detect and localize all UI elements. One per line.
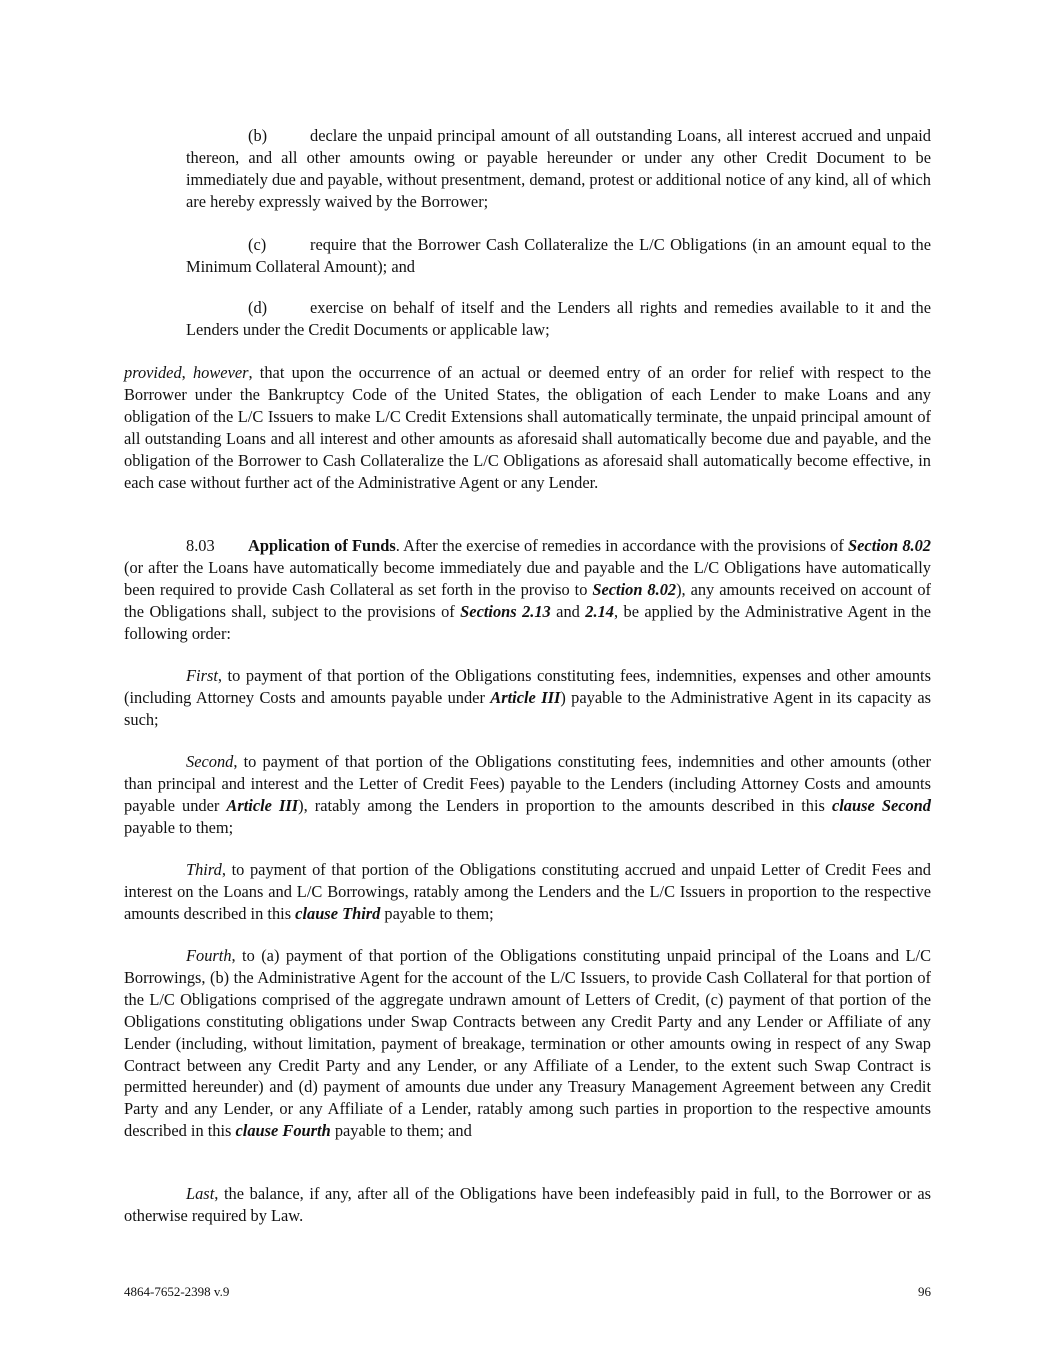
second-ref-1: Article III bbox=[226, 795, 299, 815]
first-lead: First bbox=[186, 666, 218, 685]
first-text-2: ) payable to the Administrative Agent in its capacity as such; bbox=[124, 687, 931, 729]
third-paragraph bbox=[124, 859, 931, 925]
last-text-1: , the balance, if any, after all of the Obligations have been indefeasibly paid in full, to the Borrower or as otherwise required by Law. bbox=[124, 1184, 931, 1225]
proviso-comma: , bbox=[181, 363, 193, 382]
proviso-lead-provided: provided bbox=[124, 363, 182, 382]
fourth-text-2: payable to them; and bbox=[330, 1121, 472, 1141]
second-text-1: , to payment of that portion of the Obligations constituting fees, indemnities and other amounts (other than principal and interest and the Letter of Credit Fees) payable to the Lenders (including Attorney Costs and amounts payable under bbox=[124, 752, 931, 815]
third-lead: Third bbox=[186, 860, 222, 879]
last-lead: Last bbox=[186, 1184, 215, 1203]
proviso-paragraph bbox=[124, 362, 931, 493]
footer-page-number: 96 bbox=[918, 1284, 931, 1299]
clause-b-label: (b) bbox=[248, 126, 268, 145]
clause-d-paragraph bbox=[186, 297, 931, 341]
third-text-2: payable to them; bbox=[380, 903, 494, 923]
section-803-paragraph bbox=[124, 535, 931, 645]
second-text-3: payable to them; bbox=[124, 817, 234, 837]
section-803-ref-4: 2.14 bbox=[585, 601, 614, 621]
first-ref-1: Article III bbox=[490, 687, 561, 707]
clause-d-text: exercise on behalf of itself and the Lenders all rights and remedies available to it and the Lenders under the Credit Documents or applicable law; bbox=[186, 298, 931, 339]
section-803-text-2: (or after the Loans have automatically become immediately due and payable and the L/C Obligations have automatically been required to provide Cash Collateral as set forth in the proviso to bbox=[124, 557, 931, 599]
proviso-lead-however: however bbox=[192, 363, 249, 382]
section-803-text-5: , be applied by the Administrative Agent in the following order: bbox=[124, 601, 931, 643]
last-paragraph bbox=[124, 1183, 931, 1227]
clause-b-text: declare the unpaid principal amount of all outstanding Loans, all interest accrued and unpaid thereon, and all other amounts owing or payable hereunder or under any other Credit Document to be immediately due and payable, without presentment, demand, protest or additional notice of any kind, all of which are hereby expressly waived by the Borrower; bbox=[186, 126, 931, 211]
section-803-ref-2: Section 8.02 bbox=[592, 579, 677, 599]
third-text-1: , to payment of that portion of the Obligations constituting accrued and unpaid Letter of Credit Fees and interest on the Loans and L/C Borrowings, ratably among the Lenders and the L/C Issuers in proportion to the respective amounts described in this bbox=[124, 860, 931, 923]
clause-c-label: (c) bbox=[248, 235, 267, 254]
fourth-ref-1: clause Fourth bbox=[235, 1121, 331, 1141]
section-803-ref-3: Sections 2.13 bbox=[460, 601, 551, 621]
section-803-text-4: and bbox=[550, 601, 586, 621]
second-paragraph bbox=[124, 751, 931, 839]
proviso-text: , that upon the occurrence of an actual or deemed entry of an order for relief with respect to the Borrower under the Bankruptcy Code of the United States, the obligation of each Lender to make Loans and any obligation of the L/C Issuers to make L/C Credit Extensions shall automatically terminate, the unpaid principal amount of all outstanding Loans and all interest and other amounts as aforesaid shall automatically become due and payable, and the obligation of the Borrower to Cash Collateralize the L/C Obligations as aforesaid shall automatically become effective, in each case without further act of the Administrative Agent or any Lender. bbox=[124, 363, 931, 492]
section-803-heading: Application of Funds bbox=[248, 536, 396, 555]
clause-c-text: require that the Borrower Cash Collateralize the L/C Obligations (in an amount equal to the Minimum Collateral Amount); and bbox=[186, 235, 931, 276]
fourth-paragraph bbox=[124, 945, 931, 1142]
section-803-ref-1: Section 8.02 bbox=[848, 536, 931, 555]
first-paragraph bbox=[124, 665, 931, 731]
first-text-1: , to payment of that portion of the Obligations constituting fees, indemnities, expenses and other amounts (including Attorney Costs and amounts payable under bbox=[124, 666, 931, 707]
second-text-2: ), ratably among the Lenders in proportion to the amounts described in this bbox=[298, 795, 832, 815]
section-803-number: 8.03 bbox=[186, 536, 215, 555]
clause-d-label: (d) bbox=[248, 298, 268, 317]
second-ref-2: clause Second bbox=[831, 795, 931, 815]
section-803-text-3: ), any amounts received on account of the Obligations shall, subject to the provisions of bbox=[124, 579, 931, 621]
clause-c-paragraph bbox=[186, 234, 931, 278]
section-803-text-1: . After the exercise of remedies in accordance with the provisions of bbox=[395, 536, 849, 555]
fourth-text-1: , to (a) payment of that portion of the Obligations constituting unpaid principal of the Loans and L/C Borrowings, (b) the Administrative Agent for the account of the L/C Issuers, to provide Cash Collateral for that portion of the L/C Obligations comprised of the aggregate undrawn amount of Letters of Credit, (c) payment of that portion of the Obligations constituting obligations under Swap Contracts between any Credit Party and any Lender or Affiliate of any Lender (including, without limitation, payment of breakage, termination or other amounts owing in respect of any Swap Contract between any Credit Party and any Lender, or any Affiliate of a Lender, to the extent such Swap Contract is permitted hereunder) and (d) payment of amounts due under any Treasury Management Agreement between any Credit Party and any Lender, or any Affiliate of a Lender, ratably among such parties in proportion to the respective amounts described in this bbox=[124, 946, 931, 1141]
footer-document-id: 4864-7652-2398 v.9 bbox=[124, 1284, 230, 1299]
fourth-lead: Fourth bbox=[186, 946, 232, 965]
clause-b-paragraph bbox=[186, 125, 931, 213]
second-lead: Second bbox=[186, 752, 234, 771]
third-ref-1: clause Third bbox=[295, 903, 381, 923]
